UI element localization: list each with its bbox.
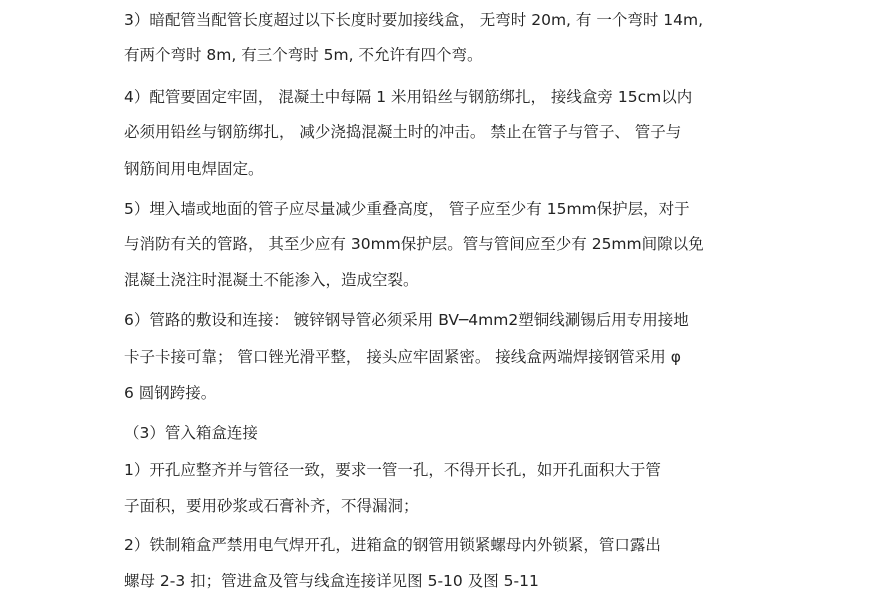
- text-line-4: 必须用铅丝与钢筋绑扎， 减少浇捣混凝土时的冲击。 禁止在管子与管子、 管子与: [124, 123, 682, 141]
- text-line-11: 6 圆钢跨接。: [124, 384, 217, 402]
- text-line-1: 3）暗配管当配管长度超过以下长度时要加接线盒， 无弯时 20m, 有 一个弯时 14m,: [124, 11, 703, 29]
- text-line-2: 有两个弯时 8m, 有三个弯时 5m, 不允许有四个弯。: [124, 46, 483, 64]
- text-line-6: 5）埋入墙或地面的管子应尽量减少重叠高度， 管子应至少有 15mm保护层，对于: [124, 200, 690, 218]
- text-line-9: 6）管路的敷设和连接： 镀锌钢导管必须采用 BV─4mm2塑铜线涮锡后用专用接地: [124, 311, 689, 329]
- text-line-3: 4）配管要固定牢固， 混凝土中每隔 1 米用铅丝与钢筋绑扎， 接线盒旁 15cm以内: [124, 88, 693, 106]
- text-line-16: 螺母 2-3 扣；管进盒及管与线盒连接详见图 5-10 及图 5-11: [124, 572, 539, 590]
- text-line-15: 2）铁制箱盒严禁用电气焊开孔，进箱盒的钢管用锁紧螺母内外锁紧，管口露出: [124, 536, 661, 554]
- text-line-10: 卡子卡接可靠； 管口锉光滑平整， 接头应牢固紧密。 接线盒两端焊接钢管采用 φ: [124, 348, 681, 366]
- text-line-14: 子面积，要用砂浆或石膏补齐，不得漏洞；: [124, 497, 419, 515]
- text-line-13: 1）开孔应整齐并与管径一致，要求一管一孔，不得开长孔，如开孔面积大于管: [124, 461, 661, 479]
- text-line-5: 钢筋间用电焊固定。: [124, 160, 264, 178]
- text-line-7: 与消防有关的管路， 其至少应有 30mm保护层。管与管间应至少有 25mm间隙以免: [124, 235, 704, 253]
- section-heading: （3）管入箱盒连接: [124, 424, 258, 442]
- text-line-8: 混凝土浇注时混凝土不能渗入，造成空裂。: [124, 271, 419, 289]
